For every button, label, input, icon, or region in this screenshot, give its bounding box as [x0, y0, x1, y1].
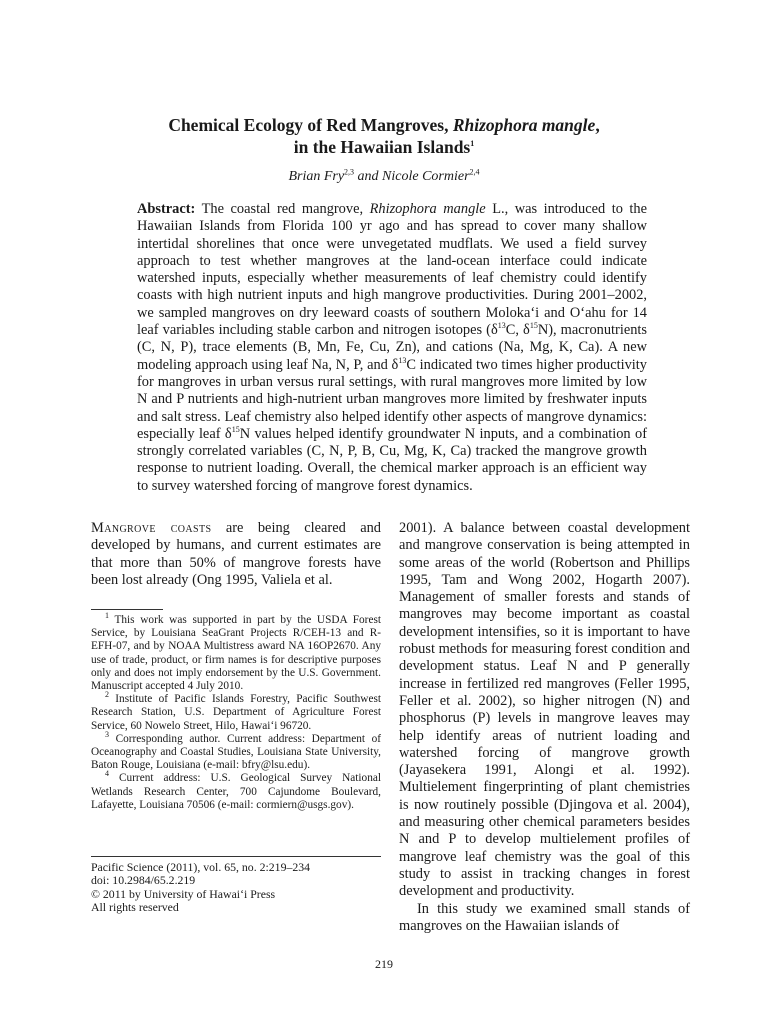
abstract-text: N), macronutrients (C, N, P), trace elements (B, Mn, Fe, Cu, Zn), and cations (Na, Mg, K, Ca). A new modeling approach using leaf Na, N, P, and δ	[137, 322, 647, 373]
footnote	[91, 769, 381, 812]
footnotes	[91, 611, 381, 812]
title-line2: in the Hawaiian Islands	[293, 137, 471, 157]
author-name: and Nicole Cormier	[354, 169, 470, 184]
body-paragraph: are being cleared and developed by humans, and current estimates are that more than 50% of mangrove forests have been lost already (Ong 1995, Valiela et al.	[91, 520, 381, 588]
footnote-number: 1	[105, 611, 109, 621]
footnote-text: Current address: U.S. Geological Survey National Wetlands Research Center, 700 Cajundome Boulevard, Lafayette, Louisiana 70506 (e-mail: cormiern@usgs.gov).	[91, 772, 381, 811]
title-text: Chemical Ecology of Red Mangroves,	[168, 115, 453, 135]
footnote-rule	[91, 609, 163, 610]
abstract-text: L., was introduced to the Hawaiian Islands from Florida 100 yr ago and has spread to cover many shallow intertidal shorelines that once were unvegetated mudflats. We used a field survey approach to test whether mangroves at the land-ocean interface could indicate watershed inputs, especially whether measurements of leaf chemistry could identify coasts with high nutrient inputs and high mangrove productivities. During 2001–2002, we sampled mangroves on dry leeward coasts of southern Molokaʻi and Oʻahu for 14 leaf variables including stable carbon and nitrogen isotopes (δ	[137, 201, 647, 339]
body-paragraph: In this study we examined small stands of mangroves on the Hawaiian islands of	[399, 900, 690, 934]
footnote-number: 2	[105, 690, 109, 700]
abstract-text: The coastal red mangrove,	[195, 201, 370, 217]
rights-statement: All rights reserved	[91, 900, 179, 915]
title-comma: ,	[595, 115, 600, 135]
title-footnote-marker: 1	[470, 139, 475, 149]
footnote	[91, 730, 381, 773]
abstract-text: C indicated two times higher productivity for mangroves in urban versus rural settings, with rural mangroves more limited by low N and P nutrients and high-nutrient urban mangroves more limited by freshwater inputs and salt stress. Leaf chemistry also helped identify other aspects of mangrove dynamics: especially leaf δ	[137, 356, 648, 442]
publication-info	[91, 861, 381, 915]
author-line	[90, 168, 678, 186]
footnote-number: 3	[105, 730, 109, 740]
page-number: 219	[375, 957, 393, 971]
section-lead-smallcaps: Mangrove coasts	[91, 520, 212, 536]
abstract	[137, 201, 647, 495]
abstract-species: Rhizophora mangle	[369, 201, 486, 217]
footnote-text: Institute of Pacific Islands Forestry, Pacific Southwest Research Station, U.S. Department of Agriculture Forest Service, 60 Nowelo Street, Hilo, Hawaiʻi 96720.	[91, 693, 381, 732]
pubinfo-rule	[91, 856, 381, 857]
author-name: Brian Fry	[288, 169, 345, 184]
footnote-text: Corresponding author. Current address: Department of Oceanography and Coastal Studies, Louisiana State University, Baton Rouge, Louisiana (e-mail: bfry@lsu.edu).	[91, 732, 381, 772]
copyright: © 2011 by University of Hawaiʻi Press	[91, 886, 276, 901]
title-species: Rhizophora mangle	[452, 115, 596, 135]
isotope-superscript: 13	[398, 355, 407, 365]
author-affiliation-marker: 2,4	[469, 167, 480, 177]
author-affiliation-marker: 2,3	[344, 167, 355, 177]
abstract-label: Abstract:	[137, 201, 196, 217]
isotope-superscript: 15	[529, 321, 538, 331]
body-column-left	[91, 520, 381, 589]
footnote-text: This work was supported in part by the USDA Forest Service, by Louisiana SeaGrant Projects R/CEH-13 and R-EFH-07, and by NOAA Multistress award NA 16OP2670. Any use of trade, product, or firm names is for descriptive purposes only and does not imply endorsement by the U.S. Government. Manuscript accepted 4 July 2010.	[91, 614, 381, 693]
body-paragraph: 2001). A balance between coastal development and mangrove conservation is being attempted in some areas of the world (Robertson and Phillips 1995, Tam and Wong 2002, Hogarth 2007). Management of smaller forests and stands of mangroves may become important as coastal development intensifies, so it is important to have robust methods for measuring forest condition and development status. Leaf N and P generally increase in fertilized red mangroves (Feller 1995, Feller et al. 2002), so higher nitrogen (N) and phosphorus (P) levels in mangrove leaves may help identify areas of nutrient loading and watershed forcing of mangrove growth (Jayasekera 1991, Alongi et al. 1992). Multielement fingerprinting of plant chemistries is now routinely possible (Djingova et al. 2004), and measuring other chemical parameters besides N and P to develop multielement profiles of mangrove leaf chemistry was the goal of this study to assist in tracking changes in forest development and productivity.	[399, 520, 690, 900]
journal-citation: Pacific Science (2011), vol. 65, no. 2:219–234	[91, 860, 311, 874]
article-title	[90, 114, 678, 158]
footnote-number: 4	[105, 769, 109, 779]
isotope-superscript: 15	[231, 425, 240, 435]
doi: doi: 10.2984/65.2.219	[91, 873, 196, 888]
footnote	[91, 690, 381, 733]
abstract-text: C, δ	[505, 322, 530, 339]
abstract-text: N values helped identify groundwater N inputs, and a combination of strongly correlated variables (C, N, P, B, Cu, Mg, K, Ca) tracked the mangrove growth response to nutrient loading. Overall, the chemical marker approach is an efficient way to survey watershed forcing of mangrove forest dynamics.	[137, 425, 647, 494]
body-column-right	[399, 520, 690, 935]
footnote	[91, 611, 381, 693]
isotope-superscript: 13	[497, 321, 506, 331]
